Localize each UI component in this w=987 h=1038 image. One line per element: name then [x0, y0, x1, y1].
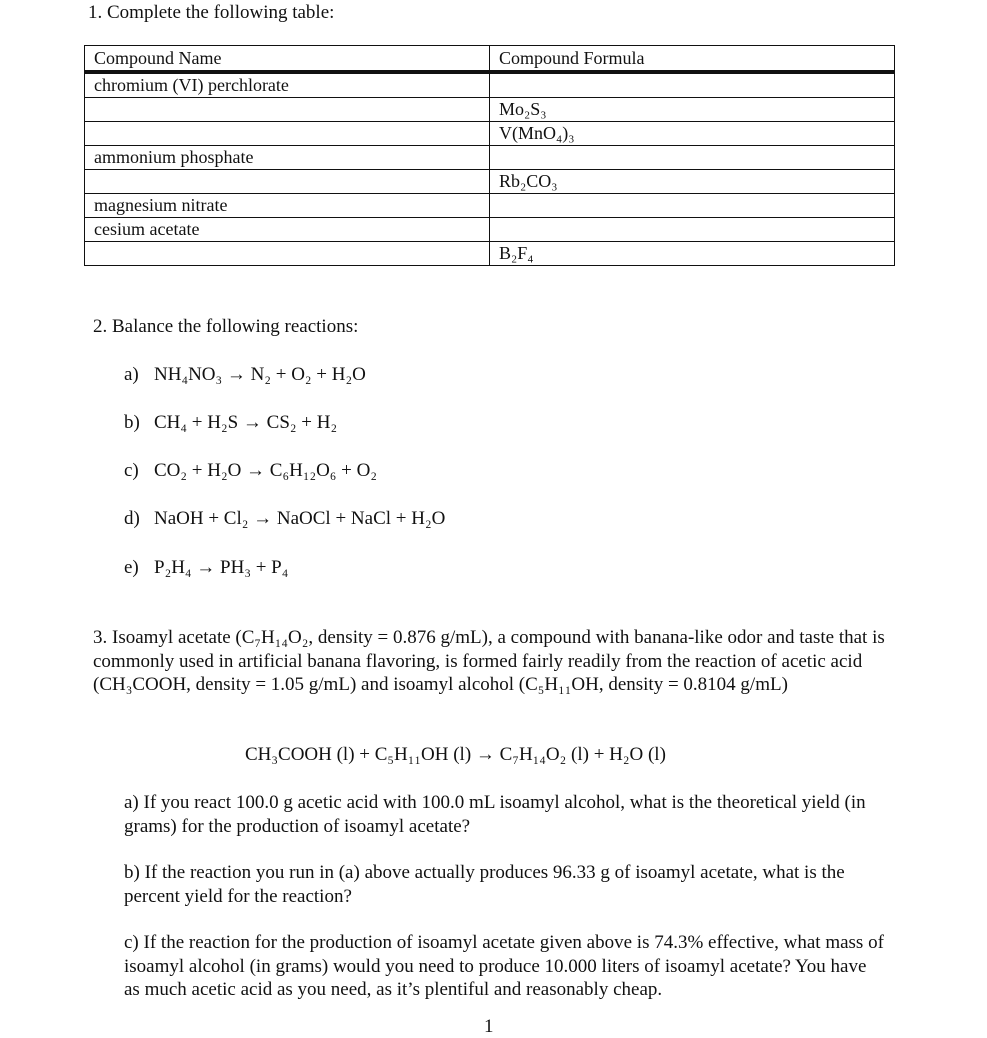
table-row: [85, 218, 895, 242]
compound-name-cell[interactable]: [85, 122, 490, 146]
table-row: [85, 122, 895, 146]
reaction-letter: d): [124, 508, 140, 529]
question-3-equation: CH₃COOH (l) + C₅H₁₁OH (l) → C₇H₁₄O₂ (l) + H₂O (l): [245, 744, 666, 765]
reaction-c: [124, 460, 377, 482]
reaction-equation: P₂H₄ → PH₃ + P₄: [154, 557, 289, 578]
compound-name-cell[interactable]: [85, 170, 490, 194]
compound-table: [84, 45, 895, 266]
compound-name-cell[interactable]: cesium acetate: [85, 218, 490, 242]
question-3-intro: 3. Isoamyl acetate (C₇H₁₄O₂, density = 0.876 g/mL), a compound with banana-like odor and taste that is commonly used in artificial banana flavoring, is formed fairly readily from the reaction of acetic acid (CH₃COOH, density = 1.05 g/mL) and isoamyl alcohol (C₅H₁₁OH, density = 0.8104 g/mL): [93, 627, 885, 695]
compound-formula-cell[interactable]: Rb₂CO₃: [490, 170, 895, 194]
question-3-part-a: a) If you react 100.0 g acetic acid with 100.0 mL isoamyl alcohol, what is the theoretical yield (in grams) for the production of isoamyl acetate?: [124, 792, 866, 837]
reaction-b: [124, 412, 337, 434]
question-3-part-c: c) If the reaction for the production of isoamyl acetate given above is 74.3% effective, what mass of isoamyl alcohol (in grams) would you need to produce 10.000 liters of isoamyl acetate? You have as much acetic acid as you need, as it’s plentiful and reasonably cheap.: [124, 932, 884, 1000]
compound-formula-cell[interactable]: V(MnO₄)₃: [490, 122, 895, 146]
reaction-equation: NaOH + Cl₂ → NaOCl + NaCl + H₂O: [154, 508, 446, 529]
reaction-d: [124, 508, 445, 530]
table-row: [85, 170, 895, 194]
reaction-a: [124, 364, 366, 386]
question-2-title: 2. Balance the following reactions:: [93, 316, 359, 337]
compound-formula-cell[interactable]: [490, 146, 895, 170]
table-row: [85, 72, 895, 98]
compound-formula-cell[interactable]: [490, 194, 895, 218]
table-header-row: [85, 46, 895, 73]
compound-formula-cell[interactable]: Mo₂S₃: [490, 98, 895, 122]
reaction-equation: CH₄ + H₂S → CS₂ + H₂: [154, 412, 338, 433]
question-1-title: 1. Complete the following table:: [88, 2, 335, 23]
compound-formula-cell[interactable]: [490, 218, 895, 242]
reaction-equation: CO₂ + H₂O → C₆H₁₂O₆ + O₂: [154, 460, 377, 481]
header-compound-name: Compound Name: [85, 46, 490, 73]
question-3-part-b: b) If the reaction you run in (a) above actually produces 96.33 g of isoamyl acetate, what is the percent yield for the reaction?: [124, 862, 845, 907]
reaction-equation: NH₄NO₃ → N₂ + O₂ + H₂O: [154, 364, 366, 385]
table-row: [85, 146, 895, 170]
compound-name-cell[interactable]: ammonium phosphate: [85, 146, 490, 170]
reaction-letter: c): [124, 460, 139, 481]
compound-formula-cell[interactable]: B₂F₄: [490, 242, 895, 266]
table-row: [85, 242, 895, 266]
page-number: 1: [484, 1016, 494, 1037]
reaction-letter: b): [124, 412, 140, 433]
compound-name-cell[interactable]: [85, 98, 490, 122]
table-row: [85, 98, 895, 122]
compound-name-cell[interactable]: [85, 242, 490, 266]
header-compound-formula: Compound Formula: [490, 46, 895, 73]
compound-name-cell[interactable]: magnesium nitrate: [85, 194, 490, 218]
compound-formula-cell[interactable]: [490, 72, 895, 98]
reaction-e: [124, 557, 288, 579]
reaction-letter: a): [124, 364, 139, 385]
compound-name-cell[interactable]: chromium (VI) perchlorate: [85, 72, 490, 98]
table-row: [85, 194, 895, 218]
reaction-letter: e): [124, 557, 139, 578]
